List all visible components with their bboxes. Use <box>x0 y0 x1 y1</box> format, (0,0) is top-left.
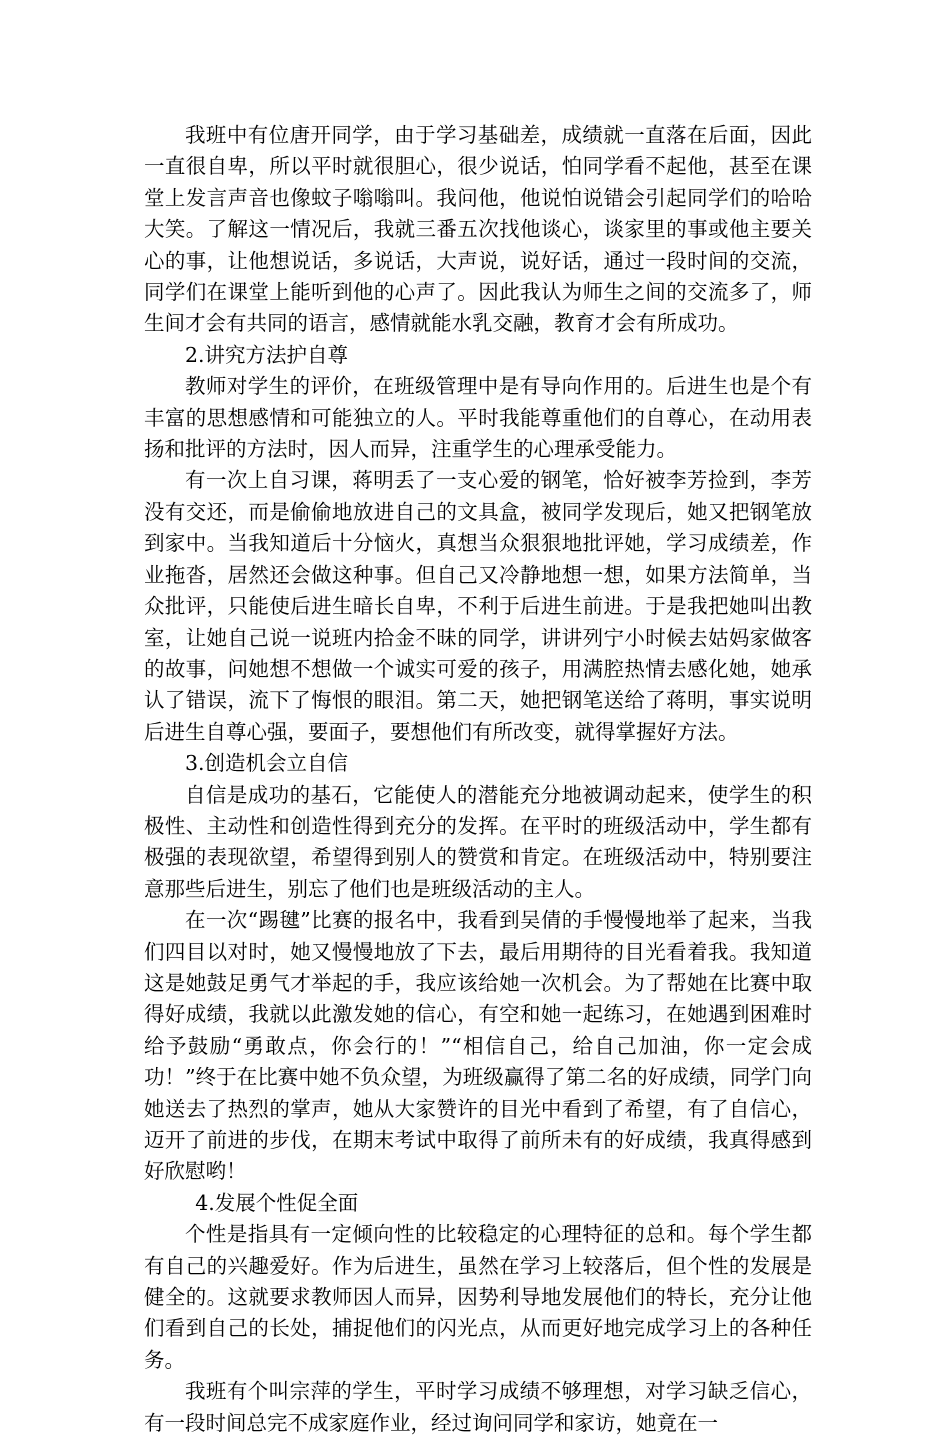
paragraph: 我班中有位唐开同学，由于学习基础差，成绩就一直落在后面，因此一直很自卑，所以平时就很胆心，很少说话，怕同学看不起他，甚至在课堂上发言声音也像蚊子嗡嗡叫。我问他，他说怕说错会引起同学们的哈哈大笑。了解这一情况后，我就三番五次找他谈心，谈家里的事或他主要关心的事，让他想说话，多说话，大声说，说好话，通过一段时间的交流，同学们在课堂上能听到他的心声了。因此我认为师生之间的交流多了，师生间才会有共同的语言，感情就能水乳交融，教育才会有所成功。 <box>144 123 812 336</box>
paragraph: 教师对学生的评价，在班级管理中是有导向作用的。后进生也是个有丰富的思想感情和可能独立的人。平时我能尊重他们的自尊心，在动用表扬和批评的方法时，因人而异，注重学生的心理承受能力。 <box>144 374 812 462</box>
section-heading: 2.讲究方法护自尊 <box>185 342 349 367</box>
paragraph: 在一次“踢毽”比赛的报名中，我看到吴倩的手慢慢地举了起来，当我们四目以对时，她又慢慢地放了下去，最后用期待的目光看着我。我知道这是她鼓足勇气才举起的手，我应该给她一次机会。为了帮她在比赛中取得好成绩，我就以此激发她的信心，有空和她一起练习，在她遇到困难时给予鼓励“勇敢点，你会行的！”“相信自己，给自己加油，你一定会成功！”终于在比赛中她不负众望，为班级赢得了第二名的好成绩，同学门向她送去了热烈的掌声，她从大家赞许的目光中看到了希望，有了自信心，迈开了前进的步伐，在期末考试中取得了前所未有的好成绩，我真得感到好欣慰哟！ <box>144 908 812 1184</box>
document-body <box>144 120 812 1439</box>
paragraph: 有一次上自习课，蒋明丢了一支心爱的钢笔，恰好被李芳捡到，李芳没有交还，而是偷偷地放进自己的文具盒，被同学发现后，她又把钢笔放到家中。当我知道后十分恼火，真想当众狠狠地批评她，学习成绩差，作业拖沓，居然还会做这种事。但自己又冷静地想一想，如果方法简单，当众批评，只能使后进生暗长自卑，不利于后进生前进。于是我把她叫出教室，让她自己说一说班内拾金不昧的同学，讲讲列宁小时候去姑妈家做客的故事，问她想不想做一个诚实可爱的孩子，用满腔热情去感化她，她承认了错误，流下了悔恨的眼泪。第二天，她把钢笔送给了蒋明，事实说明后进生自尊心强，要面子，要想他们有所改变，就得掌握好方法。 <box>144 468 812 744</box>
paragraph: 自信是成功的基石，它能使人的潜能充分地被调动起来，使学生的积极性、主动性和创造性得到充分的发挥。在平时的班级活动中，学生都有极强的表现欲望，希望得到别人的赞赏和肯定。在班级活动中，特别要注意那些后进生，别忘了他们也是班级活动的主人。 <box>144 782 812 901</box>
paragraph: 个性是指具有一定倾向性的比较稳定的心理特征的总和。每个学生都有自己的兴趣爱好。作为后进生，虽然在学习上较落后，但个性的发展是健全的。这就要求教师因人而异，因势利导地发展他们的特长，充分让他们看到自己的长处，捕捉他们的闪光点，从而更好地完成学习上的各种任务。 <box>144 1222 812 1372</box>
section-heading: 4.发展个性促全面 <box>195 1190 359 1215</box>
paragraph: 我班有个叫宗萍的学生，平时学习成绩不够理想，对学习缺乏信心，有一段时间总完不成家庭作业，经过询问同学和家访，她竟在一 <box>144 1379 812 1435</box>
section-heading: 3.创造机会立自信 <box>185 751 349 776</box>
